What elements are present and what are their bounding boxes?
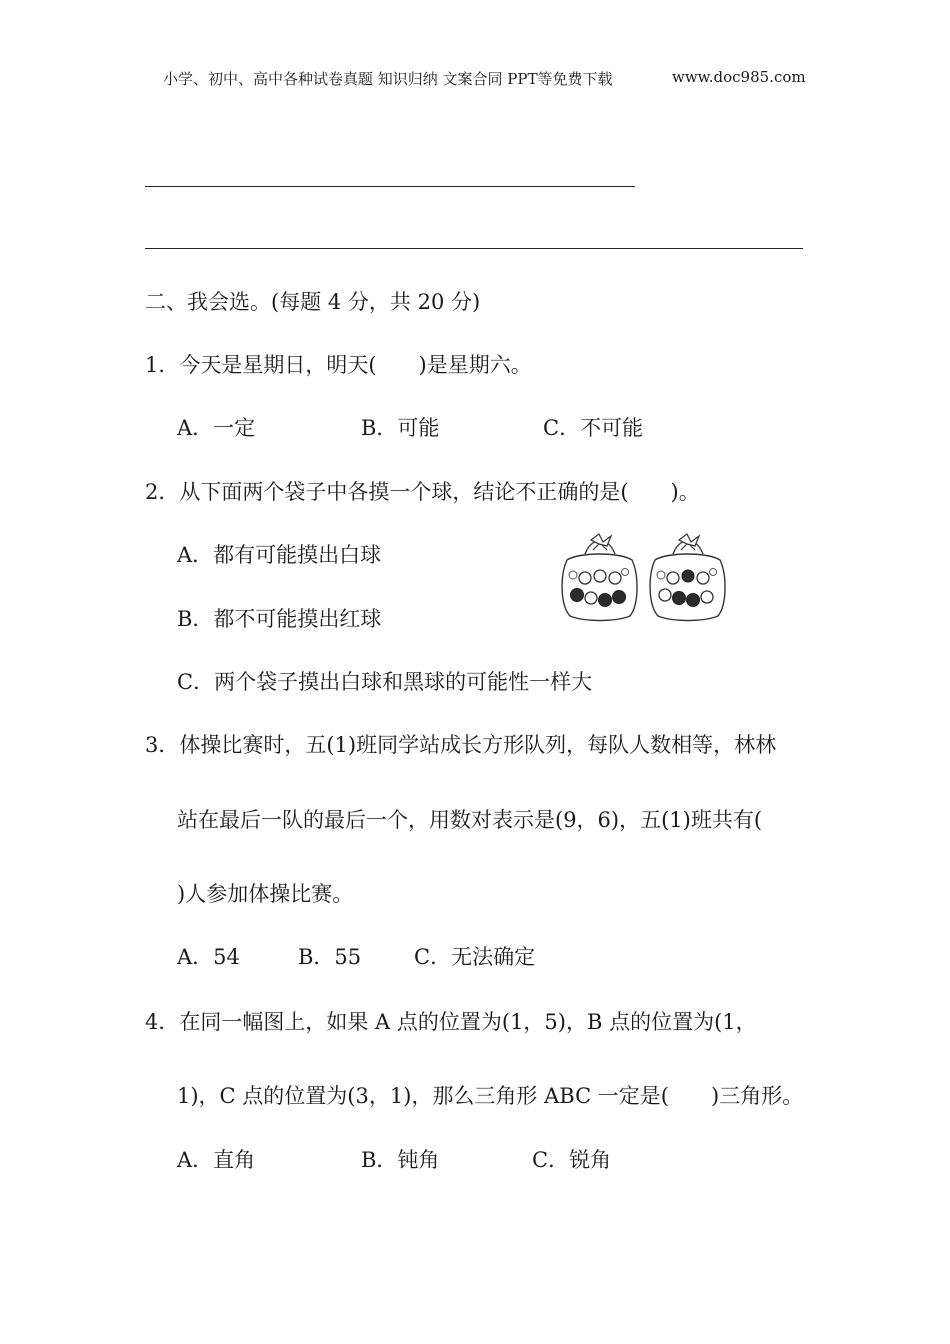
header-banner-text: 小学、初中、高中各种试卷真题 知识归纳 文案合同 PPT等免费下载 xyxy=(163,70,613,88)
question-4-option-b: B．钝角 xyxy=(361,1148,440,1172)
section-title: 二、我会选。(每题 4 分，共 20 分) xyxy=(145,290,481,314)
question-4-option-a: A．直角 xyxy=(177,1148,256,1172)
question-3-stem-line-3: )人参加体操比赛。 xyxy=(177,882,354,906)
answer-line-2 xyxy=(145,248,803,249)
question-4-option-c: C．锐角 xyxy=(532,1148,612,1172)
two-bags-of-balls-icon xyxy=(555,530,730,625)
question-3-option-c: C．无法确定 xyxy=(414,945,536,969)
bag-left-icon xyxy=(562,534,637,621)
question-4-stem-line-1: 4．在同一幅图上，如果 A 点的位置为(1，5)，B 点的位置为(1， xyxy=(145,1010,757,1034)
question-3-option-b: B．55 xyxy=(298,945,362,969)
question-3-option-a: A．54 xyxy=(177,945,240,969)
header-website[interactable]: www.doc985.com xyxy=(672,68,806,86)
question-2-option-a: A．都有可能摸出白球 xyxy=(177,543,382,567)
question-1-option-c: C．不可能 xyxy=(543,416,644,440)
question-2-option-c: C．两个袋子摸出白球和黑球的可能性一样大 xyxy=(177,670,593,694)
question-2-option-b: B．都不可能摸出红球 xyxy=(177,607,382,631)
question-1-option-a: A．一定 xyxy=(177,416,256,440)
question-1-stem: 1．今天是星期日，明天( )是星期六。 xyxy=(145,353,532,377)
question-3-stem-line-2: 站在最后一队的最后一个，用数对表示是(9，6)，五(1)班共有( xyxy=(177,808,763,832)
question-1-option-b: B．可能 xyxy=(361,416,440,440)
question-2-stem: 2．从下面两个袋子中各摸一个球，结论不正确的是( )。 xyxy=(145,480,700,504)
answer-line-1 xyxy=(145,186,635,187)
question-4-stem-line-2: 1)，C 点的位置为(3，1)，那么三角形 ABC 一定是( )三角形。 xyxy=(177,1084,804,1108)
bag-right-icon xyxy=(650,534,725,621)
question-3-stem-line-1: 3．体操比赛时，五(1)班同学站成长方形队列，每队人数相等，林林 xyxy=(145,733,777,757)
